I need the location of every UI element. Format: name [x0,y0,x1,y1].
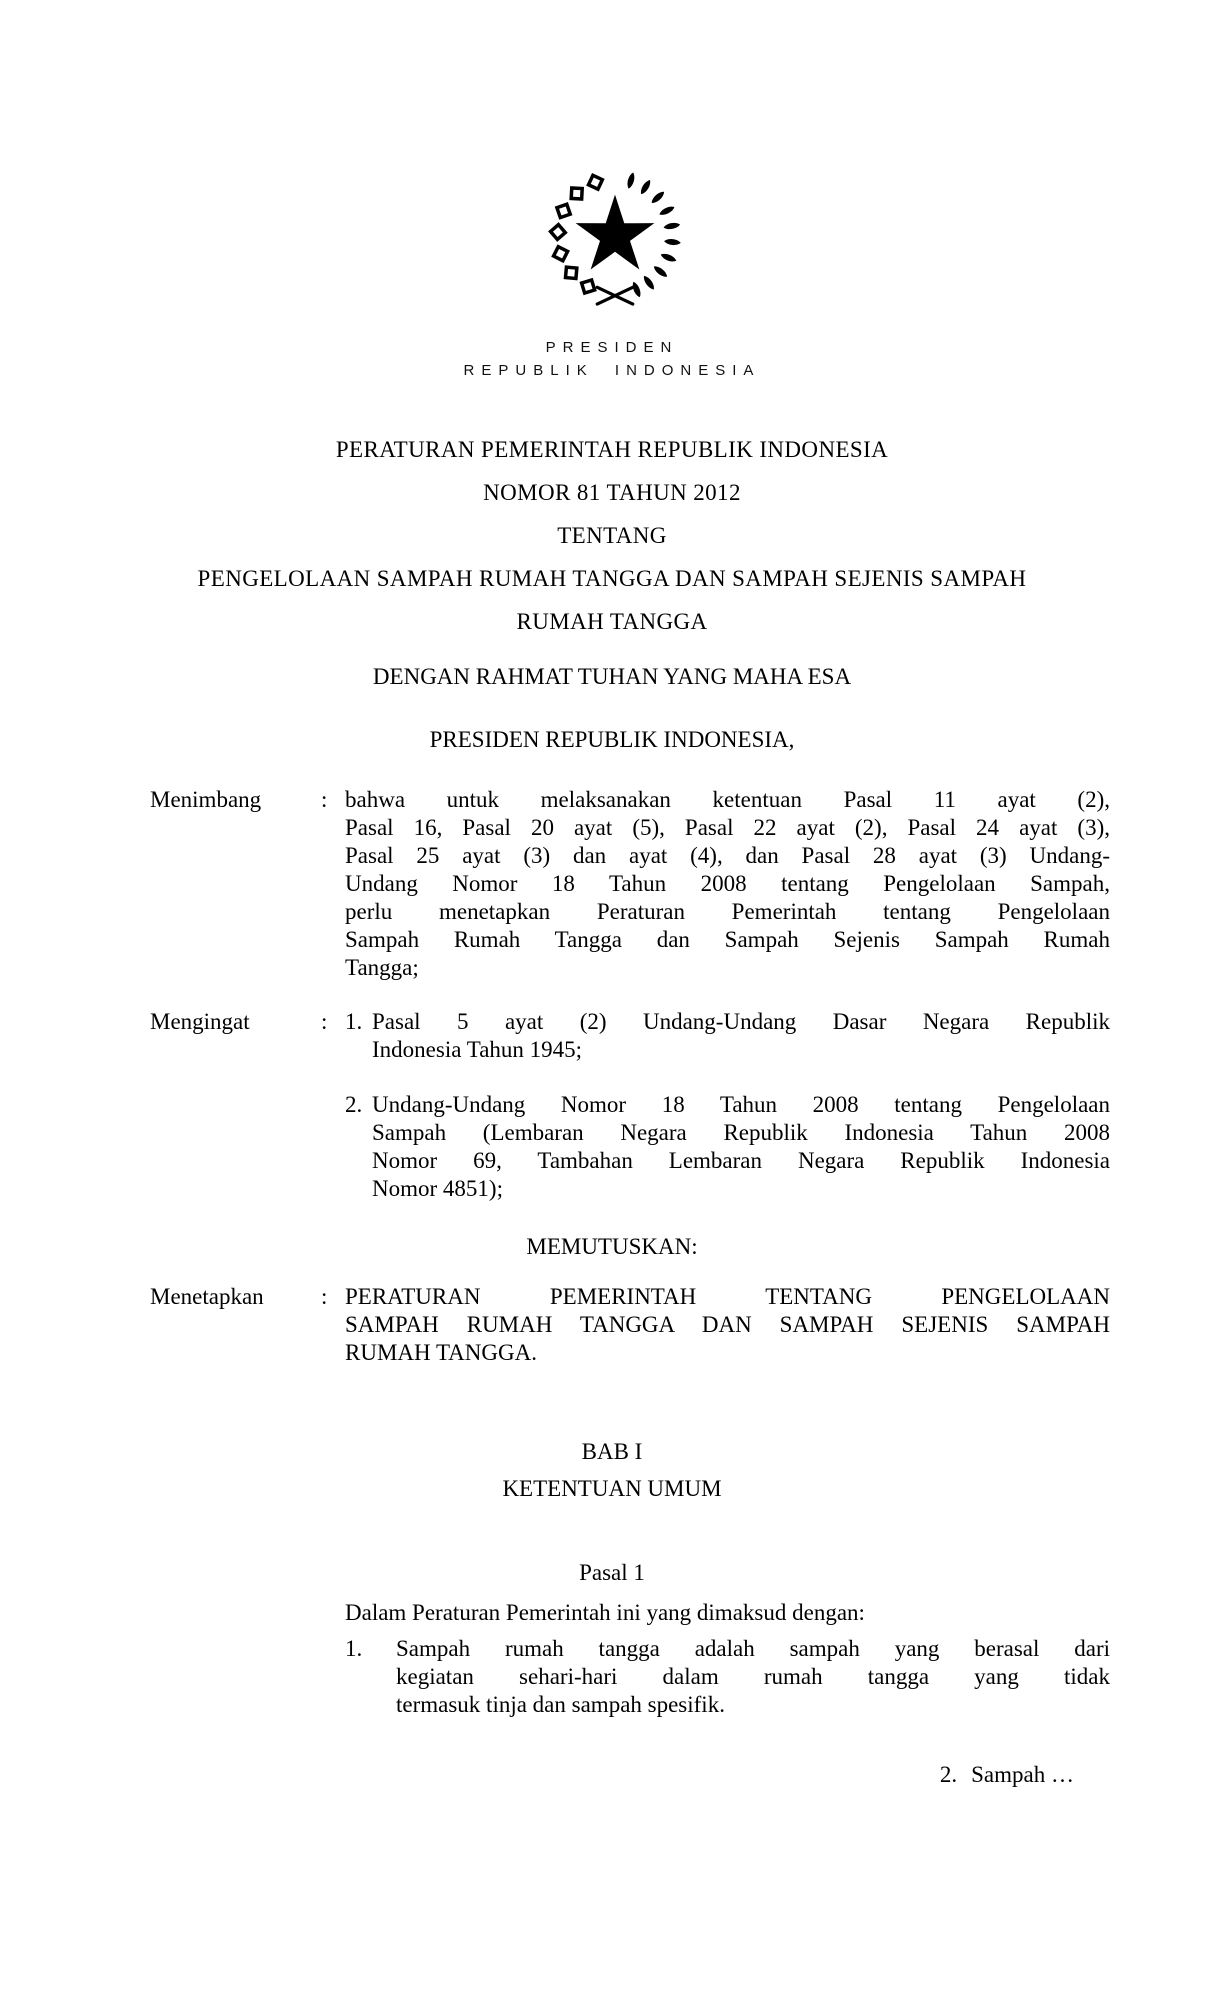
menimbang-label: Menimbang [150,787,262,812]
pasal1-intro-row [0,1599,1224,1627]
mengingat-colon: : [321,1009,328,1034]
title-number-line: NOMOR 81 TAHUN 2012 [483,480,741,505]
presidential-seal-icon [536,163,694,311]
menimbang-line: Sampah Rumah Tangga dan Sampah Sejenis Sampah Rumah [345,927,1110,952]
menimbang-section [0,786,1224,982]
pasal1-line: Sampah rumah tangga adalah sampah yang berasal dari [396,1636,1110,1661]
menetapkan-line: RUMAH TANGGA. [345,1340,537,1365]
document-title [0,428,1224,643]
letterhead [0,336,1224,382]
title-subject-line: PENGELOLAAN SAMPAH RUMAH TANGGA DAN SAMPAH SEJENIS SAMPAH [197,566,1027,591]
pasal1-item-1-row [0,1635,1224,1719]
pasal1-item-1 [345,1635,1224,1719]
menimbang-line: Pasal 16, Pasal 20 ayat (5), Pasal 22 ayat (2), Pasal 24 ayat (3), [345,815,1110,840]
mengingat-line: Nomor 4851); [372,1176,503,1201]
mengingat-line: Undang-Undang Nomor 18 Tahun 2008 tentang Pengelolaan [372,1092,1110,1117]
menimbang-colon: : [321,787,328,812]
bab-heading: BAB I [581,1439,643,1464]
bab1-heading-block [0,1438,1224,1503]
pasal1-line: termasuk tinja dan sampah spesifik. [396,1692,725,1717]
menimbang-line: bahwa untuk melaksanakan ketentuan Pasal 11 ayat (2), [345,787,1110,812]
item-number: 1. [345,1636,363,1661]
letterhead-line-presiden: PRESIDEN [545,339,679,356]
menimbang-line: Undang Nomor 18 Tahun 2008 tentang Pengelolaan Sampah, [345,871,1110,896]
catchword [0,1761,1074,1789]
menimbang-line: Pasal 25 ayat (3) dan ayat (4), dan Pasal 28 ayat (3) Undang- [345,843,1110,868]
menetapkan-line: PERATURAN PEMERINTAH TENTANG PENGELOLAAN [345,1284,1110,1309]
title-line: PERATURAN PEMERINTAH REPUBLIK INDONESIA [335,437,889,462]
crossed-stems [597,287,633,304]
menetapkan-label: Menetapkan [150,1284,264,1309]
title-tentang-line: TENTANG [557,523,667,548]
letterhead-line-republik: REPUBLIK INDONESIA [463,362,761,379]
catchword-text: Sampah … [971,1762,1074,1787]
memutuskan-heading: MEMUTUSKAN: [526,1234,698,1259]
mengingat-line: Nomor 69, Tambahan Lembaran Negara Republik Indonesia [372,1148,1110,1173]
menetapkan-line: SAMPAH RUMAH TANGGA DAN SAMPAH SEJENIS SAMPAH [345,1312,1110,1337]
authority-line: PRESIDEN REPUBLIK INDONESIA, [429,727,795,752]
item-number: 1. [345,1009,363,1034]
pasal1-intro: Dalam Peraturan Pemerintah ini yang dimaksud dengan: [345,1600,865,1625]
menetapkan-colon: : [321,1284,328,1309]
star-icon [576,195,655,270]
menimbang-line: perlu menetapkan Peraturan Pemerintah tentang Pengelolaan [345,899,1110,924]
menimbang-line: Tangga; [345,955,419,980]
mengingat-section [0,1008,1224,1203]
item-number: 2. [345,1092,363,1117]
pasal-heading: Pasal 1 [579,1560,645,1585]
pasal1-line: kegiatan sehari-hari dalam rumah tangga yang tidak [396,1664,1110,1689]
mengingat-label: Mengingat [150,1009,250,1034]
mengingat-item-2 [345,1091,1110,1203]
menetapkan-section [0,1283,1224,1367]
menimbang-body [345,786,1110,982]
mengingat-item-1 [345,1008,1110,1064]
mengingat-line: Sampah (Lembaran Negara Republik Indonesia Tahun 2008 [372,1120,1110,1145]
title-subject-line2: RUMAH TANGGA [516,609,708,634]
mengingat-body [345,1008,1110,1203]
bab-subheading: KETENTUAN UMUM [502,1476,722,1501]
catchword-number: 2. [939,1762,958,1787]
invocation-line: DENGAN RAHMAT TUHAN YANG MAHA ESA [372,664,852,689]
menetapkan-body [345,1283,1110,1367]
mengingat-line: Pasal 5 ayat (2) Undang-Undang Dasar Negara Republik [372,1009,1110,1034]
mengingat-line: Indonesia Tahun 1945; [372,1037,583,1062]
